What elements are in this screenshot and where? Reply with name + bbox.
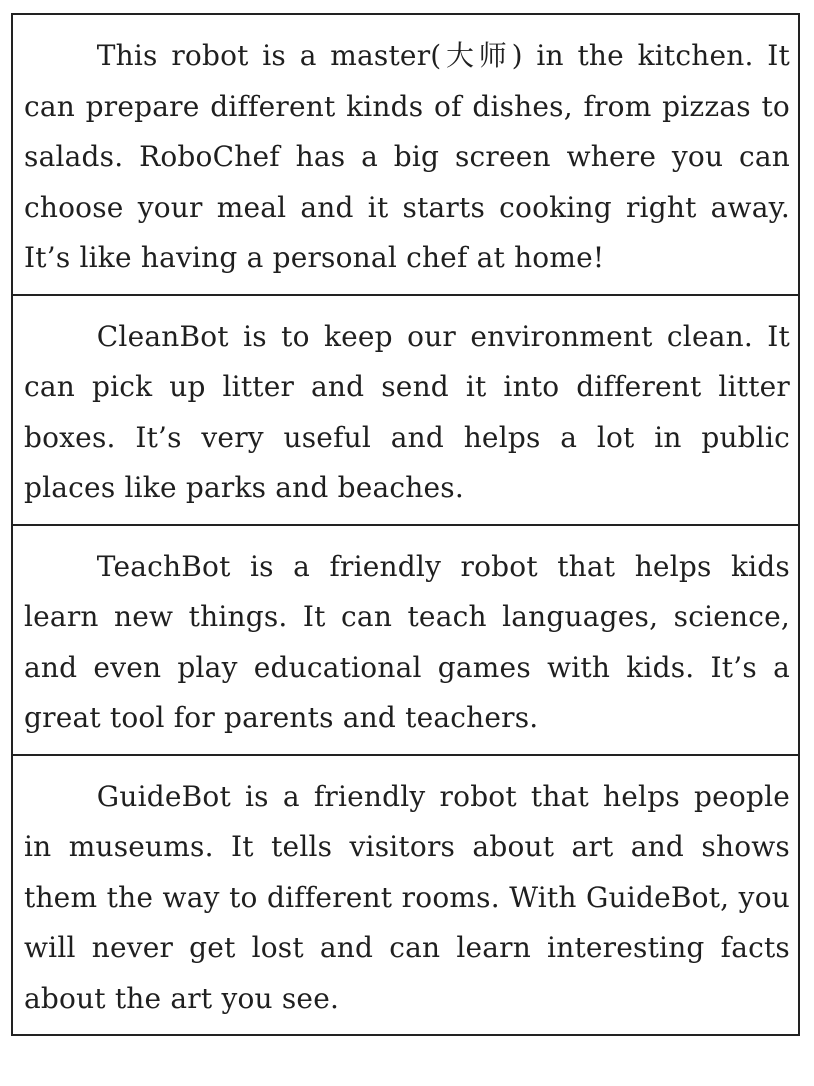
teachbot-passage: TeachBot is a friendly robot that helps kids learn new things. It can teach languages, science, and even play educational games with kids. It’s a great tool for parents and teachers. <box>24 549 790 734</box>
cleanbot-passage: CleanBot is to keep our environment clean. It can pick up litter and send it into different litter boxes. It’s very useful and helps a lot in public places like parks and beaches. <box>24 319 790 504</box>
robochef-cell <box>13 15 798 296</box>
guidebot-cell <box>13 756 798 1035</box>
cleanbot-cell <box>13 296 798 526</box>
robochef-passage: This robot is a master(大师) in the kitchen. It can prepare different kinds of dishes, from pizzas to salads. RoboChef has a big screen where you can choose your meal and it starts cooking right away. It’s like having a personal chef at home! <box>24 39 790 274</box>
robot-descriptions-table <box>11 13 800 1036</box>
guidebot-passage: GuideBot is a friendly robot that helps people in museums. It tells visitors about art and shows them the way to different rooms. With GuideBot, you will never get lost and can learn interesting facts about the art you see. <box>24 779 790 1015</box>
teachbot-cell <box>13 526 798 756</box>
